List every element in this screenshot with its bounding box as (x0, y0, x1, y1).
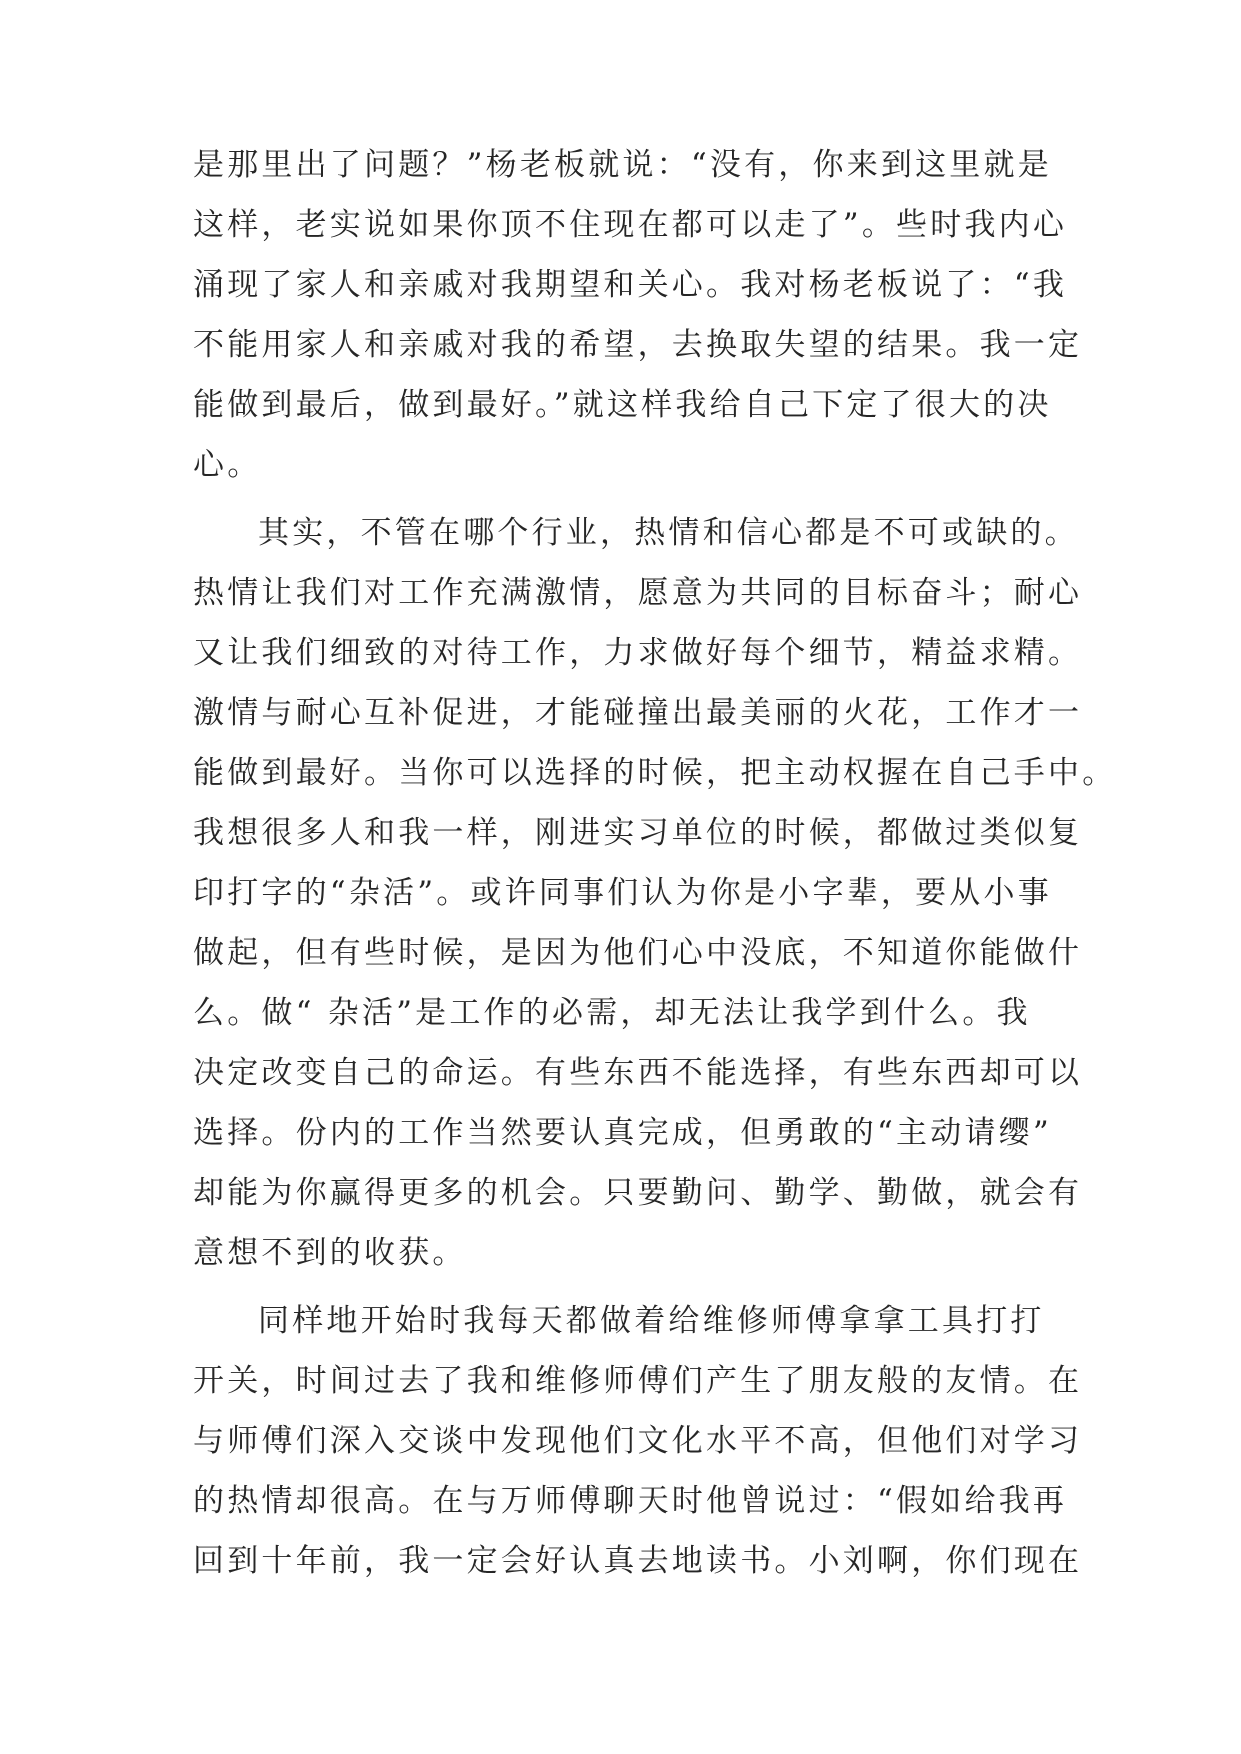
text-line: 能做到最好。当你可以选择的时候，把主动权握在自己手中。 (193, 755, 1117, 791)
text-line: 能做到最后，做到最好。”就这样我给自己下定了很大的决 (193, 387, 1052, 423)
text-line: 我想很多人和我一样，刚进实习单位的时候，都做过类似复 (193, 815, 1083, 851)
text-line: 与师傅们深入交谈中发现他们文化水平不高，但他们对学习 (193, 1423, 1083, 1459)
text-line: 激情与耐心互补促进，才能碰撞出最美丽的火花，工作才一 (193, 695, 1083, 731)
text-line: 这样，老实说如果你顶不住现在都可以走了”。些时我内心 (193, 207, 1068, 243)
text-line: 不能用家人和亲戚对我的希望，去换取失望的结果。我一定 (193, 327, 1083, 363)
text-line: 意想不到的收获。 (193, 1235, 467, 1271)
text-line: 开关，时间过去了我和维修师傅们产生了朋友般的友情。在 (193, 1363, 1083, 1399)
text-line: 心。 (193, 447, 262, 483)
paragraph-first-line: 其实，不管在哪个行业，热情和信心都是不可或缺的。 (258, 515, 1079, 551)
text-line: 热情让我们对工作充满激情，愿意为共同的目标奋斗；耐心 (193, 575, 1083, 611)
text-line: 决定改变自己的命运。有些东西不能选择，有些东西却可以 (193, 1055, 1083, 1091)
text-line: 选择。份内的工作当然要认真完成，但勇敢的“主动请缨” (193, 1115, 1052, 1151)
text-line: 又让我们细致的对待工作，力求做好每个细节，精益求精。 (193, 635, 1083, 671)
text-line: 的热情却很高。在与万师傅聊天时他曾说过：“假如给我再 (193, 1483, 1068, 1519)
text-line: 涌现了家人和亲戚对我期望和关心。我对杨老板说了：“我 (193, 267, 1068, 303)
text-line: 做起，但有些时候，是因为他们心中没底，不知道你能做什 (193, 935, 1083, 971)
text-line: 回到十年前，我一定会好认真去地读书。小刘啊，你们现在 (193, 1543, 1083, 1579)
paragraph-first-line: 同样地开始时我每天都做着给维修师傅拿拿工具打打 (258, 1303, 1045, 1339)
text-line: 是那里出了问题？”杨老板就说：“没有，你来到这里就是 (193, 147, 1052, 183)
text-line: 么。做“ 杂活”是工作的必需，却无法让我学到什么。我 (193, 995, 1031, 1031)
text-line: 印打字的“杂活”。或许同事们认为你是小字辈，要从小事 (193, 875, 1052, 911)
text-line: 却能为你赢得更多的机会。只要勤问、勤学、勤做，就会有 (193, 1175, 1083, 1211)
